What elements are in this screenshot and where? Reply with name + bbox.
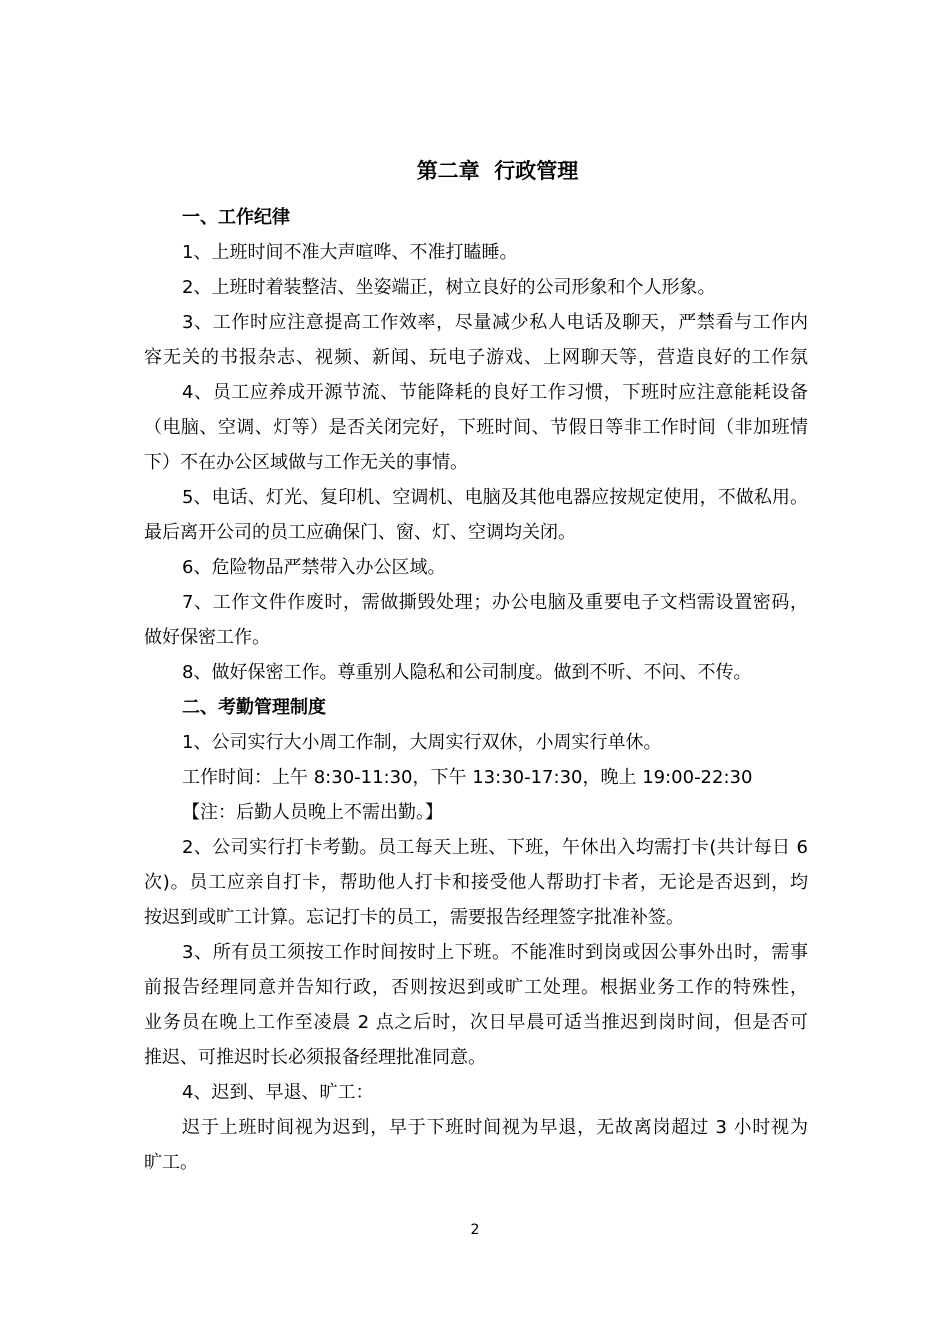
- paragraph-line: 按迟到或旷工计算。忘记打卡的员工，需要报告经理签字批准补签。: [144, 907, 684, 928]
- paragraph-line: 2、上班时着装整洁、坐姿端正，树立良好的公司形象和个人形象。: [182, 277, 716, 298]
- paragraph-line: 次)。员工应亲自打卡，帮助他人打卡和接受他人帮助打卡者，无论是否迟到，均: [144, 872, 808, 893]
- paragraph-line: 前报告经理同意并告知行政，否则按迟到或旷工处理。根据业务工作的特殊性，: [144, 977, 808, 998]
- paragraph-line: 推迟、可推迟时长必须报备经理批准同意。: [144, 1047, 486, 1068]
- paragraph-line: 1、公司实行大小周工作制，大周实行双休，小周实行单休。: [182, 732, 662, 753]
- paragraph-line: 容无关的书报杂志、视频、新闻、玩电子游戏、上网聊天等，营造良好的工作氛: [144, 347, 808, 368]
- paragraph-line: 4、员工应养成开源节流、节能降耗的良好工作习惯，下班时应注意能耗设备: [182, 382, 808, 403]
- paragraph-line: 3、工作时应注意提高工作效率，尽量减少私人电话及聊天，严禁看与工作内: [182, 312, 808, 333]
- paragraph-line: 迟于上班时间视为迟到，早于下班时间视为早退，无故离岗超过 3 小时视为: [182, 1117, 808, 1138]
- paragraph-line: 7、工作文件作废时，需做撕毁处理；办公电脑及重要电子文档需设置密码，: [182, 592, 808, 613]
- paragraph-line: 3、所有员工须按工作时间按时上下班。不能准时到岗或因公事外出时，需事: [182, 942, 808, 963]
- paragraph-line: 5、电话、灯光、复印机、空调机、电脑及其他电器应按规定使用，不做私用。: [182, 487, 808, 508]
- paragraph-line: 做好保密工作。: [144, 627, 270, 648]
- paragraph-line: 1、上班时间不准大声喧哗、不准打瞌睡。: [182, 242, 518, 263]
- paragraph-line: 业务员在晚上工作至凌晨 2 点之后时，次日早晨可适当推迟到岗时间，但是否可: [144, 1012, 808, 1033]
- paragraph-line: 2、公司实行打卡考勤。员工每天上班、下班，午休出入均需打卡(共计每日 6: [182, 837, 808, 858]
- work-hours-line: 工作时间：上午 8:30-11:30，下午 13:30-17:30，晚上 19:00-22:30: [182, 767, 753, 788]
- paragraph-line: 4、迟到、早退、旷工：: [182, 1082, 374, 1103]
- document-body: [144, 200, 808, 1180]
- paragraph-line: 下）不在办公区域做与工作无关的事情。: [144, 452, 468, 473]
- paragraph-line: 6、危险物品严禁带入办公区域。: [182, 557, 446, 578]
- paragraph-line: （电脑、空调、灯等）是否关闭完好，下班时间、节假日等非工作时间（非加班情: [144, 417, 808, 438]
- page-number: 2: [470, 1222, 480, 1238]
- section-heading-work-discipline: 一、工作纪律: [182, 207, 290, 228]
- paragraph-line: 最后离开公司的员工应确保门、窗、灯、空调均关闭。: [144, 522, 576, 543]
- paragraph-line: 8、做好保密工作。尊重别人隐私和公司制度。做到不听、不问、不传。: [182, 662, 752, 683]
- section-heading-attendance: 二、考勤管理制度: [182, 697, 326, 718]
- paragraph-line: 旷工。: [144, 1152, 198, 1173]
- chapter-title: 第二章 行政管理: [416, 159, 579, 183]
- note-line: 【注：后勤人员晚上不需出勤。】: [182, 802, 443, 823]
